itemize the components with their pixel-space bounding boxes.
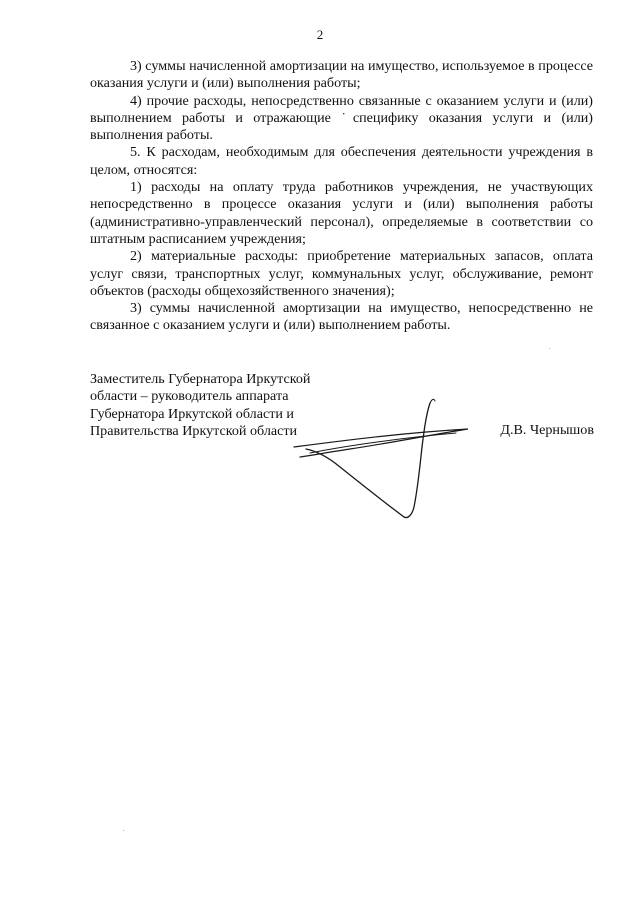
- signer-name: Д.В. Чернышов: [500, 422, 594, 438]
- scan-artifact: [549, 348, 550, 349]
- position-line: Заместитель Губернатора Иркутской: [90, 371, 311, 387]
- paragraph-item-1-salaries: 1) расходы на оплату труда работников учреждения, не участвующих непосредственно в процессе оказания услуги и (или) выполнения работы (административно-управленческий персонал), определяемые в соответствии со штатным расписанием учреждения;: [90, 179, 593, 247]
- position-line: области – руководитель аппарата: [90, 388, 289, 405]
- paragraph-item-4-other-expenses: 4) прочие расходы, непосредственно связанные с оказанием услуги и (или) выполнением работы и отражающие ˙специфику оказания услуги и (или) выполнения работы.: [90, 92, 593, 144]
- scan-artifact: [123, 830, 124, 831]
- paragraph-item-2-material-expenses: 2) материальные расходы: приобретение материальных запасов, оплата услуг связи, транспортных услуг, коммунальных услуг, обслуживание, ремонт объектов (расходы общехозяйственного значения);: [90, 248, 593, 299]
- paragraph-item-3-amortization: 3) суммы начисленной амортизации на имущество, используемое в процессе оказания услуги и (или) выполнения работы;: [90, 58, 593, 92]
- document-body: [90, 58, 593, 335]
- handwritten-signature: [280, 395, 490, 525]
- position-line: Правительства Иркутской области: [90, 422, 298, 439]
- paragraph-item-3-amortization-general: 3) суммы начисленной амортизации на имущество, непосредственно не связанное с оказанием услуги и (или) выполнением работы.: [90, 300, 593, 334]
- signatory-position: [90, 371, 310, 440]
- paragraph-section-5-heading: 5. К расходам, необходимым для обеспечения деятельности учреждения в целом, относятся:: [90, 144, 593, 178]
- page-number: 2: [316, 27, 324, 42]
- position-line: Губернатора Иркутской области и: [90, 405, 294, 422]
